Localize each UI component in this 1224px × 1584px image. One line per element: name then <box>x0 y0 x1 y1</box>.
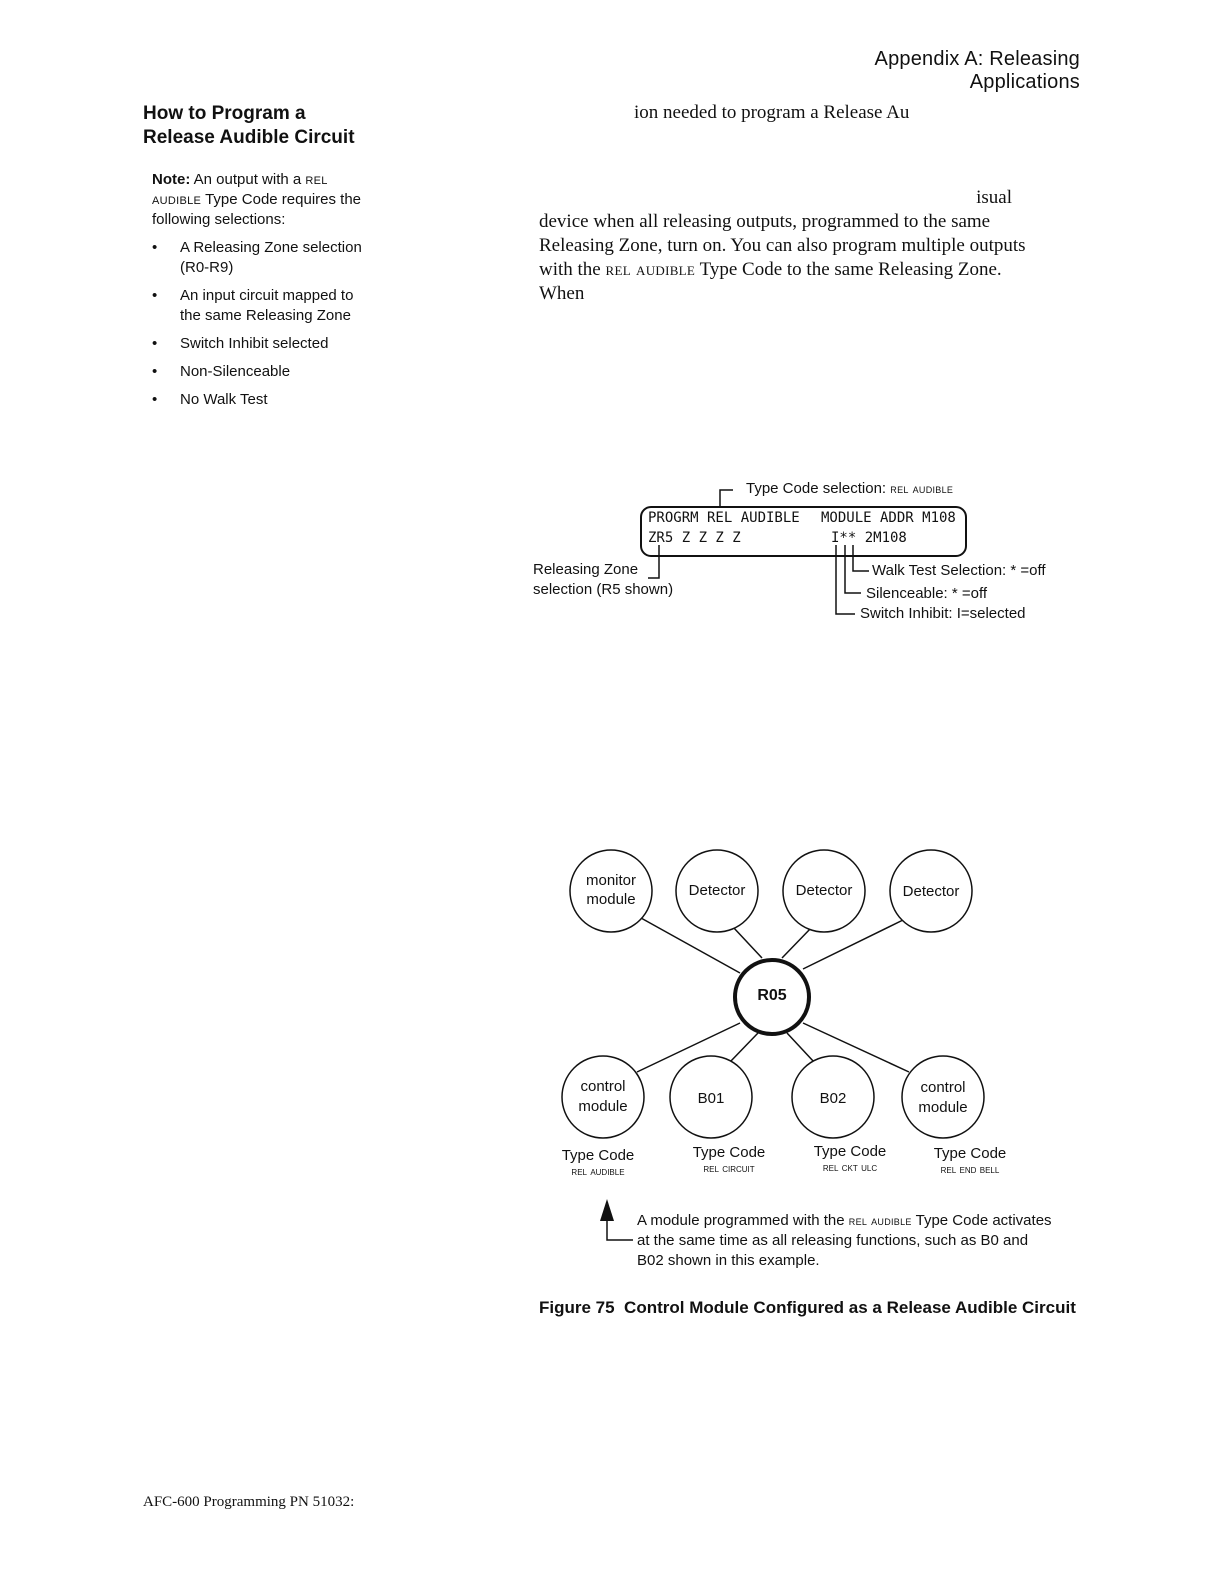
node-label-line: control <box>580 1078 626 1095</box>
type-label-code: rel circuit <box>703 1161 755 1175</box>
releasing-zone-label-1: Releasing Zone <box>533 561 639 578</box>
list-item-text: No Walk Test <box>180 391 268 408</box>
node-label-line: module <box>918 1099 968 1116</box>
bullet-icon: • <box>152 391 158 408</box>
node-label-r05: R05 <box>757 987 787 1004</box>
connector-line <box>782 927 812 958</box>
page-footer: AFC-600 Programming PN 51032: <box>143 1494 355 1510</box>
node-label-monitor-module <box>571 871 651 909</box>
list-item-text: A Releasing Zone selection (R0-R9) <box>180 239 362 276</box>
type-label-code: rel end bell <box>940 1162 1000 1176</box>
type-label-rel-end-bell <box>900 1145 1040 1176</box>
note-type-code: rel audible <box>152 171 328 208</box>
note-label: Note: <box>152 171 191 188</box>
callout-leader <box>607 1221 633 1240</box>
type-label-code: rel audible <box>571 1164 625 1178</box>
list-item-text: Switch Inhibit selected <box>180 335 329 352</box>
body-fragment-top: ion needed to program a Release Au <box>634 102 910 123</box>
node-label-detector-2: Detector <box>795 882 853 899</box>
node-label-line: control <box>920 1079 966 1096</box>
bullet-icon: • <box>152 363 158 380</box>
lcd-line-1b: MODULE ADDR M108 <box>821 510 956 526</box>
connector-line <box>733 927 762 958</box>
silenceable-label: Silenceable: * =off <box>866 585 988 602</box>
connector-line <box>787 1033 814 1062</box>
node-label-detector-3: Detector <box>902 883 960 900</box>
type-label-text: Type Code <box>692 1144 766 1161</box>
section-title-line1: How to Program a <box>143 103 306 124</box>
figure-number: Figure 75 <box>539 1298 615 1317</box>
node-label-detector-1: Detector <box>688 882 746 899</box>
lcd-line-2a: ZR5 Z Z Z Z <box>648 530 741 546</box>
list-item-text: Non-Silenceable <box>180 363 291 380</box>
callout-note <box>637 1211 1057 1271</box>
node-label-line: module <box>586 891 636 908</box>
figure-caption <box>539 1298 1076 1318</box>
body-line-first: isual <box>976 187 1012 208</box>
bullet-icon: • <box>152 239 158 256</box>
type-code-selection-text: Type Code selection: <box>746 480 887 497</box>
arrow-up-icon <box>600 1199 614 1221</box>
type-label-text: Type Code <box>561 1147 635 1164</box>
body-line-3-code: rel audible <box>605 259 696 280</box>
type-label-text: Type Code <box>813 1143 887 1160</box>
connector-line <box>730 1033 758 1062</box>
node-label-line: monitor <box>585 872 637 889</box>
type-label-rel-circuit <box>659 1144 799 1175</box>
body-line-4: When <box>539 283 585 304</box>
section-title-line2: Release Audible Circuit <box>143 127 355 148</box>
body-line-3-pre: with the <box>539 259 601 280</box>
note-text-2: Type Code requires the following selections: <box>152 191 362 228</box>
type-label-rel-audible <box>528 1147 668 1178</box>
callout-text-pre: A module programmed with the <box>637 1212 845 1229</box>
type-label-rel-ckt-ulc <box>780 1143 920 1174</box>
type-label-text: Type Code <box>933 1145 1007 1162</box>
type-code-selection-value: rel audible <box>890 481 954 496</box>
type-label-code: rel ckt ulc <box>822 1160 878 1174</box>
figure-title: Control Module Configured as a Release Audible Circuit <box>624 1298 1076 1317</box>
lcd-line-1a: PROGRM REL AUDIBLE <box>648 510 800 526</box>
callout-type-code: rel audible <box>848 1213 912 1228</box>
node-label-control-module-end-bell <box>903 1078 983 1118</box>
body-line-1: device when all releasing outputs, programmed to the same <box>539 211 991 232</box>
switch-inhibit-label: Switch Inhibit: I=selected <box>860 605 1026 622</box>
node-label-line: module <box>578 1098 628 1115</box>
callout-text-post: Type Code activates at the same time as all releasing functions, such as B0 and B02 shown in this example. <box>637 1212 1052 1269</box>
bullet-icon: • <box>152 335 158 352</box>
note-text-1: An output with a <box>193 171 302 188</box>
list-item-text: An input circuit mapped to the same Releasing Zone <box>180 287 354 324</box>
running-header: Appendix A: Releasing Applications <box>874 48 1080 93</box>
bullet-icon: • <box>152 287 158 304</box>
node-label-b02: B02 <box>819 1090 847 1107</box>
body-line-2: Releasing Zone, turn on. You can also program multiple outputs <box>539 235 1026 256</box>
releasing-zone-label-2: selection (R5 shown) <box>533 581 674 598</box>
body-line-3-post: Type Code to the same Releasing Zone. <box>699 259 1002 280</box>
node-label-control-module-audible <box>563 1077 643 1117</box>
node-label-b01: B01 <box>697 1090 725 1107</box>
walk-test-label: Walk Test Selection: * =off <box>872 562 1046 579</box>
lcd-line-2b: I** 2M108 <box>831 530 907 546</box>
